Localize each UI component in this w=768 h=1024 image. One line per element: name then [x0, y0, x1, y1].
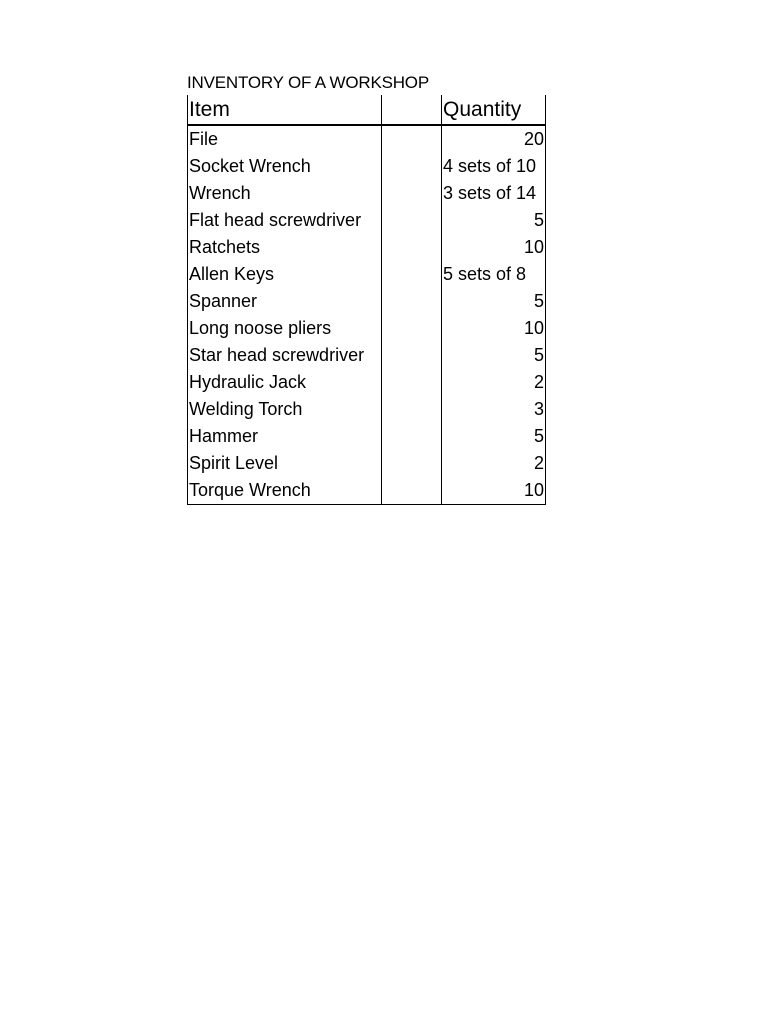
table-row	[188, 369, 546, 396]
item-cell: Welding Torch	[188, 396, 382, 423]
blank-cell	[382, 125, 442, 153]
item-cell: File	[188, 125, 382, 153]
header-row	[188, 95, 546, 125]
item-cell: Spirit Level	[188, 450, 382, 477]
item-cell: Flat head screwdriver	[188, 207, 382, 234]
table-body	[188, 125, 546, 505]
table-row	[188, 342, 546, 369]
inventory-table	[187, 95, 546, 505]
header-item: Item	[188, 95, 382, 125]
document-title: INVENTORY OF A WORKSHOP	[187, 73, 429, 92]
table-row	[188, 288, 546, 315]
quantity-cell: 3 sets of 14	[442, 180, 546, 207]
item-cell: Torque Wrench	[188, 477, 382, 505]
blank-cell	[382, 450, 442, 477]
header-blank	[382, 95, 442, 125]
blank-cell	[382, 153, 442, 180]
quantity-cell: 5 sets of 8	[442, 261, 546, 288]
table-row	[188, 207, 546, 234]
quantity-cell: 2	[442, 450, 546, 477]
blank-cell	[382, 396, 442, 423]
item-cell: Spanner	[188, 288, 382, 315]
item-cell: Socket Wrench	[188, 153, 382, 180]
quantity-cell: 5	[442, 207, 546, 234]
quantity-cell: 5	[442, 288, 546, 315]
table-row	[188, 234, 546, 261]
blank-cell	[382, 369, 442, 396]
blank-cell	[382, 234, 442, 261]
table-row	[188, 315, 546, 342]
table-row	[188, 477, 546, 505]
blank-cell	[382, 288, 442, 315]
table-row	[188, 125, 546, 153]
table-row	[188, 153, 546, 180]
blank-cell	[382, 180, 442, 207]
table-row	[188, 450, 546, 477]
quantity-cell: 4 sets of 10	[442, 153, 546, 180]
item-cell: Star head screwdriver	[188, 342, 382, 369]
blank-cell	[382, 261, 442, 288]
item-cell: Allen Keys	[188, 261, 382, 288]
inventory-sheet	[187, 71, 549, 505]
blank-cell	[382, 207, 442, 234]
item-cell: Hammer	[188, 423, 382, 450]
item-cell: Hydraulic Jack	[188, 369, 382, 396]
table-row	[188, 423, 546, 450]
header-quantity: Quantity	[442, 95, 546, 125]
quantity-cell: 10	[442, 477, 546, 505]
quantity-cell: 20	[442, 125, 546, 153]
quantity-cell: 2	[442, 369, 546, 396]
quantity-cell: 5	[442, 423, 546, 450]
quantity-cell: 10	[442, 315, 546, 342]
table-row	[188, 261, 546, 288]
item-cell: Ratchets	[188, 234, 382, 261]
blank-cell	[382, 423, 442, 450]
quantity-cell: 5	[442, 342, 546, 369]
quantity-cell: 10	[442, 234, 546, 261]
item-cell: Wrench	[188, 180, 382, 207]
table-row	[188, 180, 546, 207]
quantity-cell: 3	[442, 396, 546, 423]
blank-cell	[382, 315, 442, 342]
blank-cell	[382, 342, 442, 369]
table-row	[188, 396, 546, 423]
item-cell: Long noose pliers	[188, 315, 382, 342]
blank-cell	[382, 477, 442, 505]
